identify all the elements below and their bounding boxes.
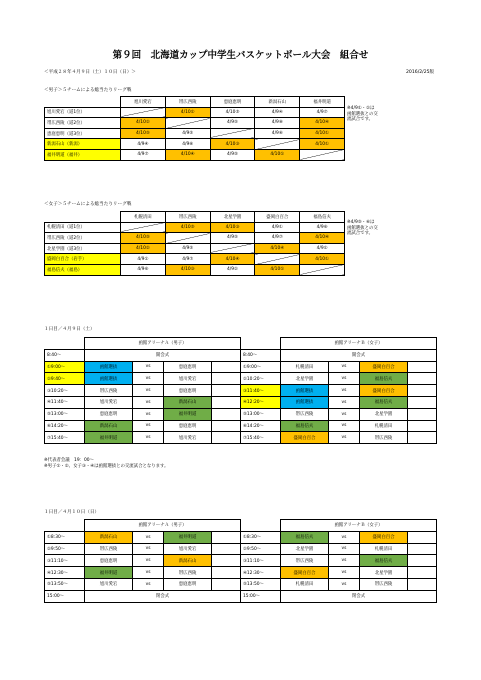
version-label: 2016/2/25版 — [406, 70, 435, 75]
vs-cell: vs — [132, 531, 163, 543]
team-cell: 札幌清田 — [281, 361, 329, 373]
vs-cell: vs — [328, 408, 359, 420]
header-cell: 帯広西陵 — [165, 212, 210, 223]
empty-cell — [212, 555, 241, 567]
corner-cell — [45, 97, 121, 108]
empty-cell — [407, 373, 436, 385]
header-cell: 福島信夫 — [300, 212, 345, 223]
match-cell: 4/9⑤ — [210, 118, 255, 129]
table-row — [45, 149, 345, 160]
blank-cell — [45, 338, 85, 350]
team-cell: 帯広西陵 — [85, 543, 133, 555]
team-cell: 北星学園 — [281, 543, 329, 555]
match-cell: 4/9② — [300, 243, 345, 254]
match-cell: 4/9④ — [121, 139, 166, 150]
time-cell: ①9:00～ — [45, 361, 85, 373]
match-cell: 4/9④ — [255, 107, 300, 118]
arena-b-header: 函館アリーナＢ（女子） — [281, 520, 437, 532]
match-cell: 4/9② — [210, 264, 255, 275]
team-cell: 帯広西陵 — [281, 555, 329, 567]
female-header-row — [45, 212, 345, 223]
diagonal-cell — [165, 118, 210, 129]
day2-schedule-table — [44, 519, 437, 603]
time-cell: ③10:20～ — [45, 385, 85, 397]
team-cell: 旭川愛宕 — [164, 373, 212, 385]
team-cell: 帯広西陵（道2位） — [45, 118, 121, 129]
table-row — [45, 373, 437, 385]
vs-cell: vs — [328, 432, 359, 444]
vs-cell: vs — [328, 567, 359, 579]
match-cell: 4/9⑥ — [255, 128, 300, 139]
diagonal-cell — [300, 149, 345, 160]
empty-cell — [212, 385, 241, 397]
match-cell: 4/9⑤ — [210, 149, 255, 160]
team-cell: 新潟石山 — [164, 396, 212, 408]
empty-cell — [407, 578, 436, 590]
table-row — [45, 233, 345, 244]
match-cell: 4/9⑤ — [165, 243, 210, 254]
closing-row — [45, 590, 437, 602]
team-cell: 福井明道 — [164, 408, 212, 420]
vs-cell: vs — [132, 373, 163, 385]
vs-cell: vs — [328, 578, 359, 590]
vs-cell: vs — [132, 543, 163, 555]
vs-cell: vs — [328, 555, 359, 567]
note-line: 流試合です。 — [347, 117, 373, 123]
match-cell: 4/10⑤ — [121, 233, 166, 244]
match-cell: 4/10④ — [210, 254, 255, 265]
team-cell: 新潟石山 — [85, 420, 133, 432]
team-cell: 恵庭恵明 — [164, 420, 212, 432]
vs-cell: vs — [328, 543, 359, 555]
male-note — [347, 106, 378, 123]
time-cell: ⑥14:20～ — [240, 420, 280, 432]
table-row — [45, 222, 345, 233]
vs-cell: vs — [132, 578, 163, 590]
team-cell: 盛岡白百合 — [360, 531, 408, 543]
team-cell: 帯広西陵 — [360, 578, 408, 590]
match-cell: 4/10② — [121, 118, 166, 129]
team-cell: 帯広西陵 — [281, 408, 329, 420]
team-cell: 北星学園 — [281, 373, 329, 385]
time-cell: ①8:30～ — [240, 531, 280, 543]
team-cell: 函館選抜 — [85, 373, 133, 385]
note-line: ※男子①・②、女子③・④は函館選抜との交流試合となります。 — [44, 463, 169, 469]
empty-cell — [407, 396, 436, 408]
match-cell: 4/10⑤ — [165, 222, 210, 233]
time-cell: ②10:20～ — [240, 373, 280, 385]
table-row — [45, 243, 345, 254]
arena-a-header: 函館アリーナＡ（男子） — [85, 520, 241, 532]
note-line: ※4/9⑤・⑥は — [347, 220, 375, 225]
empty-cell — [407, 361, 436, 373]
time-cell: ③11:10～ — [240, 555, 280, 567]
header-cell: 恵庭恵明 — [210, 97, 255, 108]
match-cell: 4/10③ — [210, 139, 255, 150]
match-cell: 4/9⑥ — [121, 264, 166, 275]
date-line: ＜平成２８年４月９日（土）１０日（日）＞ — [44, 70, 136, 75]
vs-cell: vs — [132, 385, 163, 397]
team-cell: 盛岡白百合 — [360, 361, 408, 373]
vs-cell: vs — [328, 420, 359, 432]
match-cell: 4/9⑦ — [121, 149, 166, 160]
table-row — [45, 361, 437, 373]
empty-cell — [407, 555, 436, 567]
time-cell: ⑦15:40～ — [45, 432, 85, 444]
empty-cell — [407, 408, 436, 420]
time-cell: ①9:00～ — [240, 361, 280, 373]
empty-cell — [212, 567, 241, 579]
team-cell: 盛岡白百合（岩手） — [45, 254, 121, 265]
table-row — [45, 107, 345, 118]
time-cell: ⑤13:00～ — [240, 408, 280, 420]
team-cell: 恵庭恵明 — [85, 408, 133, 420]
header-cell: 帯広西陵 — [165, 97, 210, 108]
vs-cell: vs — [328, 385, 359, 397]
vs-cell: vs — [132, 361, 163, 373]
header-cell: 札幌清田 — [121, 212, 166, 223]
team-cell: 札幌清田（道1位） — [45, 222, 121, 233]
opening-ceremony-a: 開会式 — [85, 349, 241, 361]
vs-cell: vs — [328, 361, 359, 373]
team-cell: 旭川愛宕 — [85, 396, 133, 408]
team-cell: 北星学園 — [360, 567, 408, 579]
empty-cell — [212, 361, 241, 373]
table-row — [45, 420, 437, 432]
diagonal-cell — [121, 222, 166, 233]
team-cell: 旭川愛宕 — [164, 543, 212, 555]
diagonal-cell — [210, 243, 255, 254]
match-cell: 4/10④ — [300, 233, 345, 244]
empty-cell — [212, 531, 241, 543]
time-cell: ③11:10～ — [45, 555, 85, 567]
time-cell: ③11:40～ — [240, 385, 280, 397]
diagonal-cell — [210, 128, 255, 139]
table-row — [45, 408, 437, 420]
team-cell: 盛岡白百合 — [360, 385, 408, 397]
arena-a-header: 函館アリーナＡ（男子） — [85, 338, 241, 350]
header-cell: 旭川愛宕 — [121, 97, 166, 108]
table-row — [45, 128, 345, 139]
match-cell: 4/10① — [300, 128, 345, 139]
note-line: ※代表者会議 19：00～ — [44, 458, 94, 463]
header-cell: 北星学園 — [210, 212, 255, 223]
match-cell: 4/9① — [255, 222, 300, 233]
match-cell: 4/9⑦ — [255, 233, 300, 244]
time-cell: ⑥14:20～ — [45, 420, 85, 432]
day1-heading: １日目／４月９日（土） — [44, 327, 95, 332]
team-cell: 福島信夫 — [360, 555, 408, 567]
diagonal-cell — [165, 233, 210, 244]
team-cell: 恵庭恵明（道3位） — [45, 128, 121, 139]
time-cell: ②9:50～ — [45, 543, 85, 555]
arena-header-row — [45, 520, 437, 532]
opening-ceremony-b: 開会式 — [281, 349, 437, 361]
team-cell: 函館選抜 — [281, 385, 329, 397]
table-row — [45, 555, 437, 567]
table-row — [45, 254, 345, 265]
team-cell: 恵庭恵明 — [85, 555, 133, 567]
match-cell: 4/10① — [300, 139, 345, 150]
time-cell: ①8:30～ — [45, 531, 85, 543]
blank-cell — [240, 520, 280, 532]
time-cell: 15:00～ — [45, 590, 85, 602]
time-cell: ④12:30～ — [240, 567, 280, 579]
time-cell: ④11:40～ — [45, 396, 85, 408]
match-cell: 4/10② — [121, 243, 166, 254]
closing-ceremony-b: 閉会式 — [281, 590, 437, 602]
match-cell: 4/9⑤ — [210, 233, 255, 244]
note-line: ※4/9①・②は — [347, 106, 375, 111]
team-cell: 札幌清田 — [281, 578, 329, 590]
table-row — [45, 139, 345, 150]
female-league-table — [44, 211, 345, 276]
male-league-heading: ＜男子＞５チームによる総当たりリーグ戦 — [44, 88, 132, 93]
table-row — [45, 385, 437, 397]
header-cell: 福井明道 — [300, 97, 345, 108]
time-cell: ④12:30～ — [45, 567, 85, 579]
vs-cell: vs — [328, 396, 359, 408]
table-row — [45, 567, 437, 579]
team-cell: 福島信夫 — [360, 373, 408, 385]
table-row — [45, 432, 437, 444]
time-cell: 15:00～ — [240, 590, 280, 602]
match-cell: 4/9① — [121, 254, 166, 265]
team-cell: 旭川愛宕 — [85, 578, 133, 590]
team-cell: 帯広西陵 — [164, 567, 212, 579]
note-line: 函館選抜との交 — [347, 225, 378, 231]
team-cell: 恵庭恵明 — [164, 578, 212, 590]
team-cell: 北星学園（道3位） — [45, 243, 121, 254]
page-title: 第９回 北海道カップ中学生バスケットボール大会 組合せ — [112, 50, 369, 61]
match-cell: 4/10④ — [255, 243, 300, 254]
team-cell: 函館選抜 — [85, 361, 133, 373]
match-cell: 4/10① — [255, 264, 300, 275]
match-cell: 4/10⑤ — [210, 107, 255, 118]
blank-cell — [240, 338, 280, 350]
female-league-heading: ＜女子＞５チームによる総当たりリーグ戦 — [44, 202, 132, 207]
diagonal-cell — [255, 139, 300, 150]
team-cell: 新潟石山 — [85, 531, 133, 543]
opening-row — [45, 349, 437, 361]
vs-cell: vs — [132, 396, 163, 408]
time-cell: ⑤13:50～ — [240, 578, 280, 590]
team-cell: 札幌清田 — [360, 420, 408, 432]
match-cell: 4/10④ — [300, 118, 345, 129]
empty-cell — [212, 543, 241, 555]
table-row — [45, 264, 345, 275]
table-row — [45, 578, 437, 590]
team-cell: 福井明道 — [85, 432, 133, 444]
vs-cell: vs — [132, 432, 163, 444]
match-cell: 4/10① — [300, 254, 345, 265]
team-cell: 福井明道 — [85, 567, 133, 579]
empty-cell — [407, 420, 436, 432]
vs-cell: vs — [132, 567, 163, 579]
team-cell: 恵庭恵明 — [164, 385, 212, 397]
arena-b-header: 函館アリーナＢ（女子） — [281, 338, 437, 350]
vs-cell: vs — [328, 531, 359, 543]
empty-cell — [212, 408, 241, 420]
match-cell: 4/9⑦ — [165, 254, 210, 265]
team-cell: 福井明道 — [164, 531, 212, 543]
day1-schedule-table — [44, 337, 437, 444]
time-cell: ②9:50～ — [240, 543, 280, 555]
team-cell: 福島信夫（福島） — [45, 264, 121, 275]
team-cell: 新潟石山（新潟） — [45, 139, 121, 150]
team-cell: 福島信夫 — [360, 396, 408, 408]
time-cell: ②9:40～ — [45, 373, 85, 385]
table-row — [45, 396, 437, 408]
match-cell: 4/9⑥ — [300, 222, 345, 233]
time-cell: 8:40～ — [45, 349, 85, 361]
vs-cell: vs — [132, 555, 163, 567]
team-cell: 函館選抜 — [281, 396, 329, 408]
table-row — [45, 531, 437, 543]
empty-cell — [407, 385, 436, 397]
match-cell: 4/10④ — [165, 149, 210, 160]
table-row — [45, 543, 437, 555]
team-cell: 盛岡白百合 — [281, 567, 329, 579]
time-cell: ⑦15:40～ — [240, 432, 280, 444]
team-cell: 帯広西陵 — [85, 385, 133, 397]
match-cell: 4/10② — [165, 107, 210, 118]
blank-cell — [45, 520, 85, 532]
match-cell: 4/9⑧ — [165, 139, 210, 150]
vs-cell: vs — [328, 373, 359, 385]
empty-cell — [212, 578, 241, 590]
note-line: 流試合です。 — [347, 231, 373, 237]
team-cell: 旭川愛宕 — [164, 432, 212, 444]
day1-notes — [44, 458, 168, 469]
team-cell: 福井明道（福井） — [45, 149, 121, 160]
team-cell: 盛岡白百合 — [281, 432, 329, 444]
match-cell: 4/9⑧ — [255, 118, 300, 129]
team-cell: 新潟石山 — [164, 555, 212, 567]
male-league-table — [44, 96, 345, 161]
match-cell: 4/10③ — [165, 264, 210, 275]
day2-heading: １日目／４月１０日（日） — [44, 510, 100, 515]
header-cell: 新潟石山 — [255, 97, 300, 108]
empty-cell — [407, 531, 436, 543]
team-cell: 恵庭恵明 — [164, 361, 212, 373]
match-cell: 4/9⑦ — [300, 107, 345, 118]
vs-cell: vs — [132, 408, 163, 420]
diagonal-cell — [300, 264, 345, 275]
match-cell: 4/10⑤ — [121, 128, 166, 139]
corner-cell — [45, 212, 121, 223]
empty-cell — [407, 543, 436, 555]
empty-cell — [212, 396, 241, 408]
note-line: 函館選抜との交 — [347, 111, 378, 117]
team-cell: 帯広西陵 — [360, 432, 408, 444]
match-cell: 4/9⑤ — [165, 128, 210, 139]
empty-cell — [407, 567, 436, 579]
diagonal-cell — [255, 254, 300, 265]
team-cell: 福島信夫 — [281, 420, 329, 432]
match-cell: 4/10③ — [210, 222, 255, 233]
team-cell: 北星学園 — [360, 408, 408, 420]
empty-cell — [407, 432, 436, 444]
team-cell: 福島信夫 — [281, 531, 329, 543]
team-cell: 札幌清田 — [360, 543, 408, 555]
female-note — [347, 220, 378, 237]
header-cell: 盛岡白百合 — [255, 212, 300, 223]
time-cell: ⑤13:00～ — [45, 408, 85, 420]
arena-header-row — [45, 338, 437, 350]
table-row — [45, 118, 345, 129]
closing-ceremony-a: 閉会式 — [85, 590, 241, 602]
match-cell: 4/10① — [255, 149, 300, 160]
male-header-row — [45, 97, 345, 108]
time-cell: 8:40～ — [240, 349, 280, 361]
time-cell: ⑤13:50～ — [45, 578, 85, 590]
empty-cell — [212, 373, 241, 385]
diagonal-cell — [121, 107, 166, 118]
team-cell: 旭川愛宕（道1位） — [45, 107, 121, 118]
empty-cell — [212, 432, 241, 444]
vs-cell: vs — [132, 420, 163, 432]
team-cell: 帯広西陵（道2位） — [45, 233, 121, 244]
empty-cell — [212, 420, 241, 432]
time-cell: ④12:20～ — [240, 396, 280, 408]
